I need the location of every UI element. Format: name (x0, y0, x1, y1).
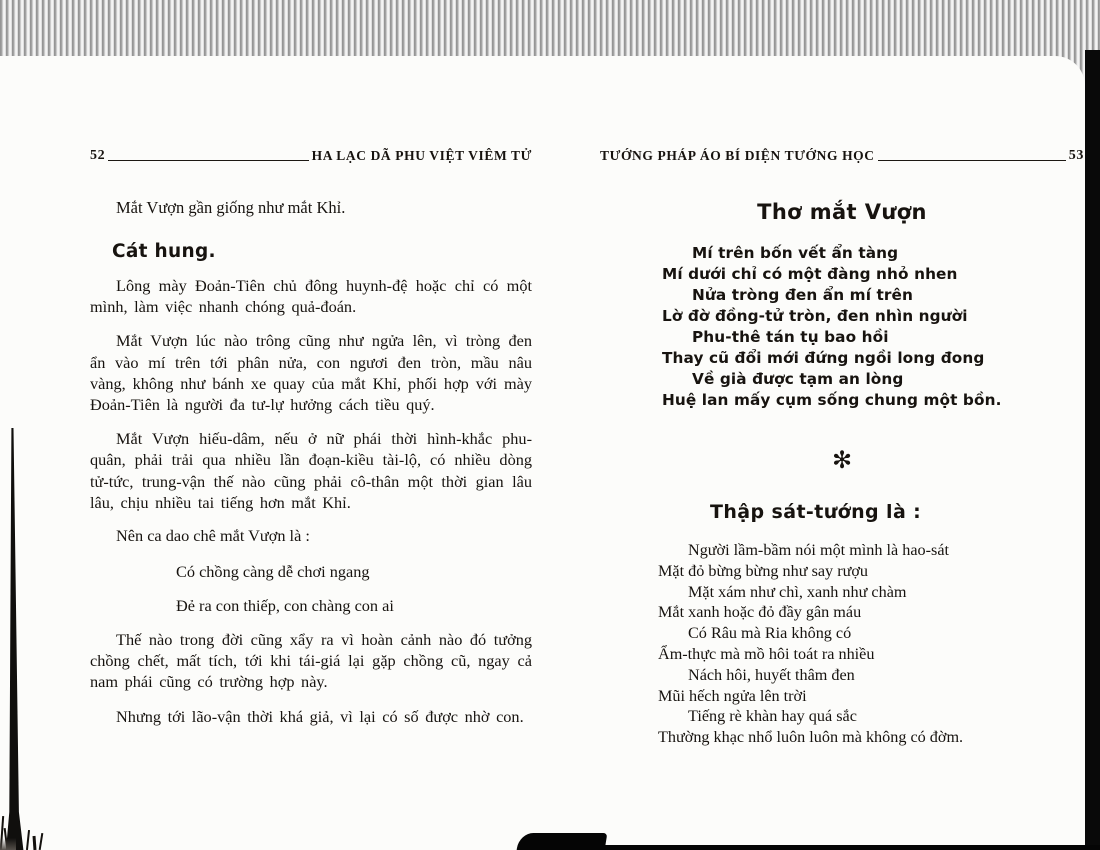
header-rule-left (108, 160, 308, 161)
flower-divider-icon: ✻ (831, 448, 853, 474)
poem-line: Phu-thê tán tụ bao hồi (692, 328, 889, 346)
poem-line: Mí dưới chỉ có một đàng nhỏ nhen (662, 265, 958, 283)
body-paragraph: Mắt Vượn hiếu-dâm, nếu ở nữ phái thời hình-khắc phu-quân, phải trải qua nhiều lần đoạn-kiều tài-lộ, có nhiều dòng tử-tức, trung-vận thế nào cũng phải cô-thân một thời gian lâu lâu, chịu nhiều tai tiếng hơn mắt Khỉ. (90, 429, 532, 512)
scan-dark-edge (1085, 50, 1100, 850)
page-right-header (600, 144, 1084, 164)
list-line: Có Râu mà Ria không có (688, 624, 852, 643)
list-line: Người lầm-bầm nói một mình là hao-sát (688, 541, 949, 559)
poem-line: Huệ lan mấy cụm sống chung một bồn. (662, 391, 1002, 409)
list-line: Mắt xanh hoặc đỏ đầy gân máu (658, 603, 862, 622)
section-heading-thap-sat: Thập sát-tướng là : (710, 501, 922, 523)
poem-title: Thơ mắt Vượn (757, 200, 927, 224)
body-paragraph: Nhưng tới lão-vận thời khá giả, vì lại có số được nhờ con. (116, 706, 524, 726)
scan-ink-mark (0, 838, 16, 850)
quote-intro-line: Nên ca dao chê mắt Vượn là : (116, 526, 310, 546)
verse-line: Có chồng càng dễ chơi ngang (176, 562, 370, 582)
list-line: Nách hôi, huyết thâm đen (688, 665, 855, 684)
scan-bottom-edge (522, 845, 1100, 850)
page-left (90, 56, 532, 727)
list-line: Ẩm-thực mà mồ hôi toát ra nhiều (658, 644, 875, 663)
body-paragraph: Thế nào trong đời cũng xẩy ra vì hoàn cảnh nào đó tưởng chồng chết, mất tích, tới khi tái-giá lại gặp chồng cũ, ngay cả nam phái cũng có trường hợp này. (90, 630, 532, 692)
page-number-left: 52 (90, 148, 106, 163)
body-paragraph: Lông mày Đoản-Tiên chủ đông huynh-đệ hoặc chỉ có một mình, làm việc nhanh chóng quả-đoán. (90, 276, 532, 317)
page-right (600, 56, 1084, 748)
list-line: Mặt đỏ bừng bừng như say rượu (658, 561, 869, 580)
running-title-right: TƯỚNG PHÁP ÁO BÍ DIỆN TƯỚNG HỌC (600, 148, 875, 163)
poem-line: Nửa tròng đen ẩn mí trên (692, 286, 913, 304)
sat-list-block (600, 540, 1084, 748)
running-title-left: HA LẠC DÃ PHU VIỆT VIÊM TỬ (311, 148, 532, 163)
intro-line: Mắt Vượn gần giống như mắt Khỉ. (116, 198, 346, 217)
poem-line: Mí trên bốn vết ẩn tàng (692, 244, 899, 262)
book-page-spread (0, 56, 1085, 850)
header-rule-right (878, 160, 1066, 161)
page-left-header (90, 144, 532, 164)
list-line: Mũi hếch ngửa lên trời (658, 686, 807, 705)
page-number-right: 53 (1068, 148, 1084, 163)
list-line: Mặt xám như chì, xanh như chàm (688, 582, 907, 601)
list-line: Tiếng rè khàn hay quá sắc (688, 707, 857, 726)
section-heading-cat-hung: Cát hung. (112, 241, 216, 262)
poem-line: Thay cũ đổi mới đứng ngồi long đong (662, 349, 985, 367)
poem-block (600, 243, 1084, 411)
list-line: Thường khạc nhổ luôn luôn mà không có đờm. (658, 728, 964, 747)
poem-line: Lờ đờ đồng-tử tròn, đen nhìn người (662, 307, 968, 325)
verse-line: Đẻ ra con thiếp, con chàng con ai (176, 596, 394, 616)
body-paragraph: Mắt Vượn lúc nào trông cũng như ngửa lên, vì tròng đen ẩn vào mí trên tới phân nửa, con ngươi đen tròn, mầu nâu vàng, không như bánh xe quay của mắt Khỉ, phối hợp với mày Đoản-Tiên là người đa tư-lự hưởng cách tiều quý. (90, 331, 532, 415)
poem-line: Về già được tạm an lòng (692, 370, 904, 388)
